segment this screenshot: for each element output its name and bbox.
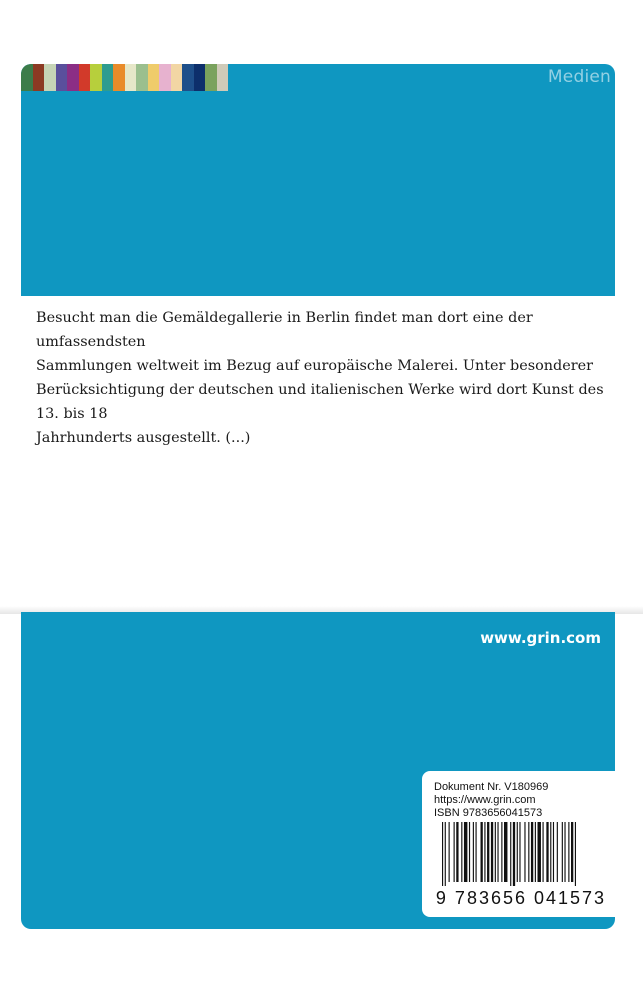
color-stripe [159, 64, 171, 91]
color-stripe [194, 64, 206, 91]
color-stripe [79, 64, 91, 91]
color-stripe [33, 64, 45, 91]
barcode-icon [442, 822, 604, 886]
color-stripe [136, 64, 148, 91]
color-stripe [90, 64, 102, 91]
color-stripe [56, 64, 68, 91]
color-stripe [125, 64, 137, 91]
color-stripe [182, 64, 194, 91]
color-stripe [171, 64, 183, 91]
color-stripe [102, 64, 114, 91]
description-line: Berücksichtigung der deutschen und italienischen Werke wird dort Kunst des 13. bis 18 [36, 382, 604, 422]
barcode-digits: 9 783656 041573 [435, 888, 607, 908]
color-stripe [67, 64, 79, 91]
barcode-box [422, 771, 615, 917]
color-stripe [148, 64, 160, 91]
website-link[interactable]: www.grin.com [480, 629, 601, 647]
color-stripe [217, 64, 229, 91]
isbn-text: ISBN 9783656041573 [434, 807, 543, 819]
book-description [36, 306, 606, 450]
cover-bottom-panel [21, 612, 615, 929]
document-url: https://www.grin.com [434, 794, 536, 806]
publisher-tag: Medien [547, 67, 611, 87]
description-line: Besucht man die Gemäldegallerie in Berlin findet man dort eine der umfassendsten [36, 310, 533, 350]
color-stripe [44, 64, 56, 91]
description-line: Jahrhunderts ausgestellt. (...) [36, 430, 251, 446]
color-stripes [21, 64, 228, 91]
color-stripe [21, 64, 33, 91]
color-stripe [113, 64, 125, 91]
description-line: Sammlungen weltweit im Bezug auf europäische Malerei. Unter besonderer [36, 358, 594, 374]
document-number: Dokument Nr. V180969 [434, 781, 549, 793]
color-stripe [205, 64, 217, 91]
cover-top-panel [21, 64, 615, 296]
